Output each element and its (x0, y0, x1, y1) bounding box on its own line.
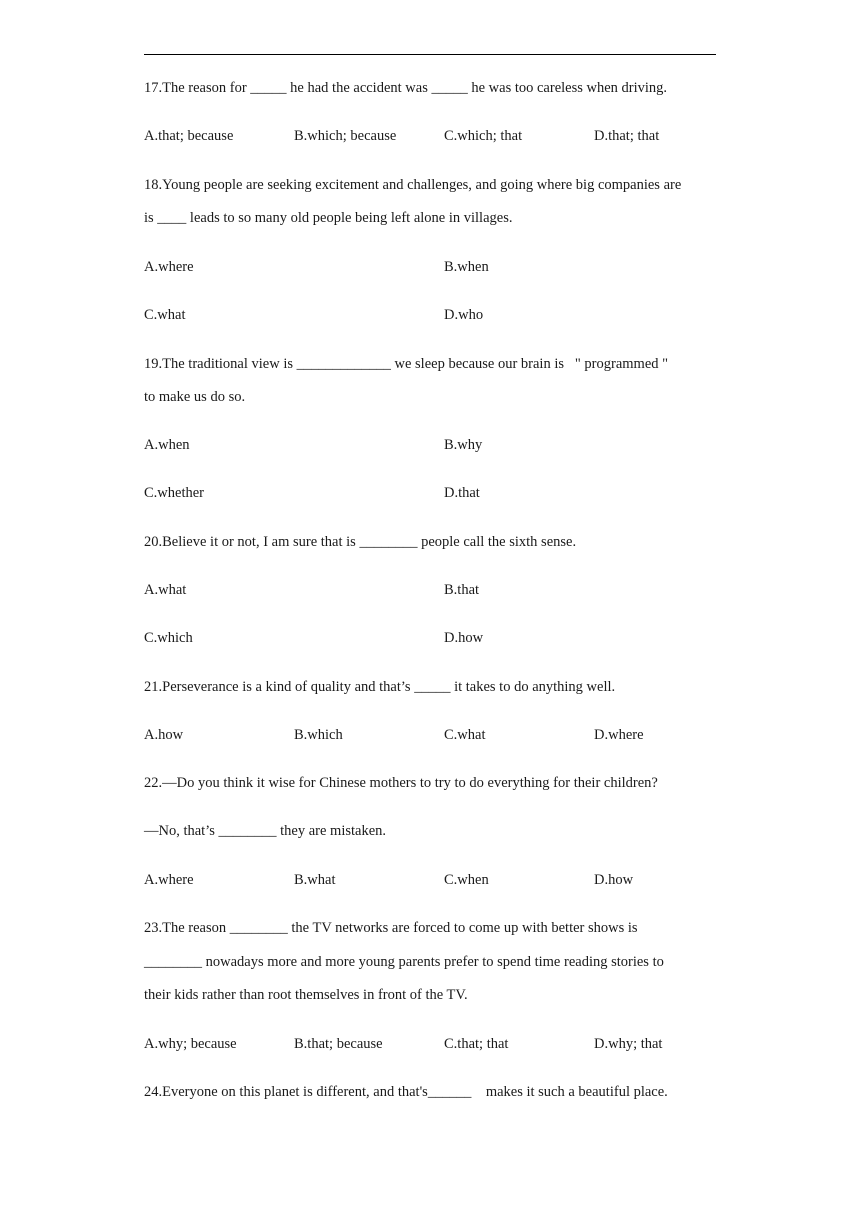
question-23-stem-line-1: 23.The reason ________ the TV networks are forced to come up with better shows is (144, 920, 638, 936)
q23-option-b: B.that; because (294, 1036, 383, 1052)
q18-option-c: C.what (144, 307, 186, 323)
q19-option-b: B.why (444, 437, 483, 453)
q22-option-d: D.how (594, 872, 634, 888)
q17-option-c: C.which; that (444, 128, 523, 144)
question-21-stem: 21.Perseverance is a kind of quality and that’s _____ it takes to do anything well. (144, 679, 616, 695)
header-rule (144, 54, 716, 55)
question-23-stem-line-2: ________ nowadays more and more young parents prefer to spend time reading stories to (144, 954, 664, 970)
question-19-stem-line-1: 19.The traditional view is _____________ we sleep because our brain is " programmed " (144, 356, 669, 372)
q22-option-b: B.what (294, 872, 336, 888)
q20-option-a: A.what (144, 582, 187, 598)
q18-option-b: B.when (444, 259, 489, 275)
q23-option-a: A.why; because (144, 1036, 237, 1052)
q21-option-a: A.how (144, 727, 184, 743)
question-24-stem: 24.Everyone on this planet is different, and that's______ makes it such a beautiful place. (144, 1084, 668, 1100)
q23-option-c: C.that; that (444, 1036, 509, 1052)
q20-option-c: C.which (144, 630, 193, 646)
q22-option-c: C.when (444, 872, 489, 888)
q21-option-d: D.where (594, 727, 644, 743)
q23-option-d: D.why; that (594, 1036, 663, 1052)
question-22-stem-line-2: —No, that’s ________ they are mistaken. (144, 823, 387, 839)
q19-option-a: A.when (144, 437, 190, 453)
q22-option-a: A.where (144, 872, 194, 888)
question-17-stem: 17.The reason for _____ he had the accident was _____ he was too careless when driving. (144, 80, 668, 96)
question-23-stem-line-3: their kids rather than root themselves in front of the TV. (144, 987, 468, 1003)
q17-option-d: D.that; that (594, 128, 660, 144)
question-22-stem-line-1: 22.—Do you think it wise for Chinese mothers to try to do everything for their children? (144, 775, 658, 791)
q19-option-d: D.that (444, 485, 480, 501)
q20-option-b: B.that (444, 582, 480, 598)
question-18-stem-line-1: 18.Young people are seeking excitement and challenges, and going where big companies are (144, 177, 682, 193)
q21-option-b: B.which (294, 727, 343, 743)
q18-option-a: A.where (144, 259, 194, 275)
q18-option-d: D.who (444, 307, 484, 323)
q19-option-c: C.whether (144, 485, 204, 501)
q21-option-c: C.what (444, 727, 486, 743)
question-20-stem: 20.Believe it or not, I am sure that is ________ people call the sixth sense. (144, 534, 577, 550)
question-18-stem-line-2: is ____ leads to so many old people being left alone in villages. (144, 210, 513, 226)
q17-option-b: B.which; because (294, 128, 397, 144)
question-19-stem-line-2: to make us do so. (144, 389, 246, 405)
q17-option-a: A.that; because (144, 128, 234, 144)
q20-option-d: D.how (444, 630, 484, 646)
